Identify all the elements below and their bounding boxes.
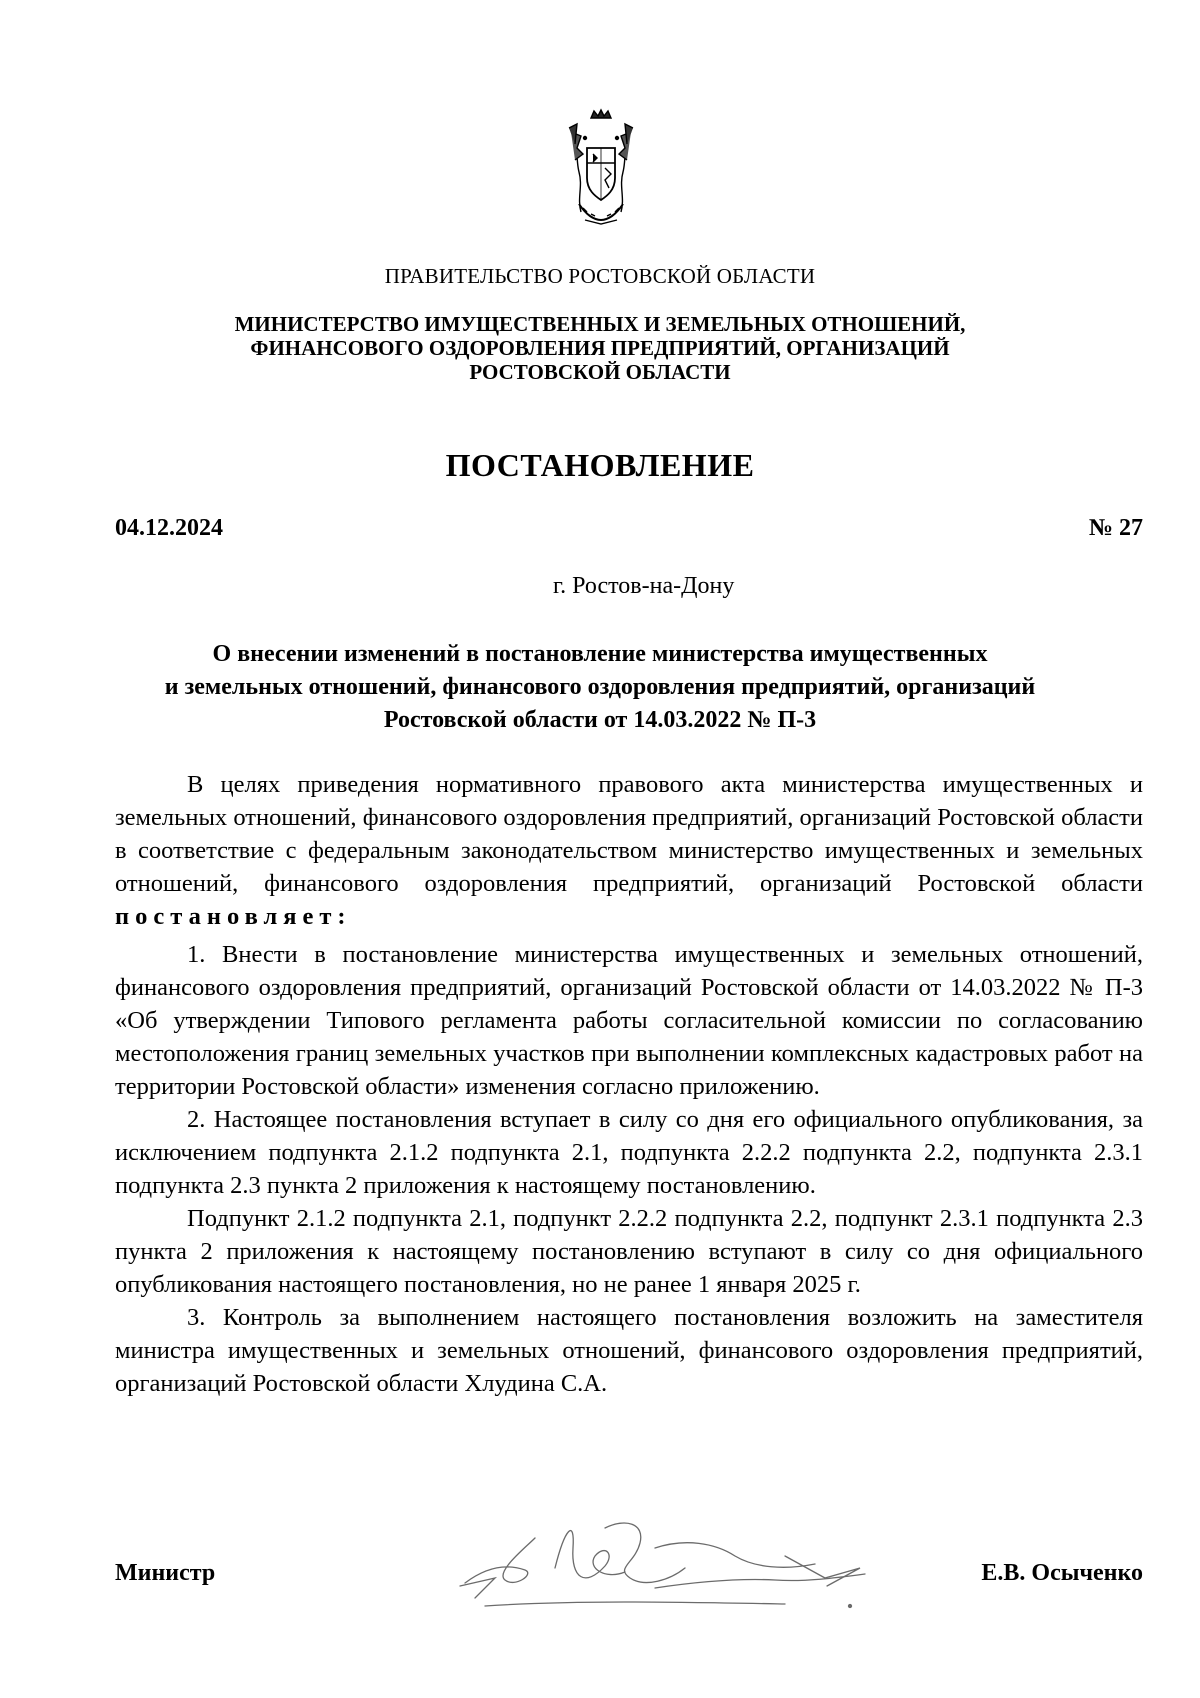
document-body xyxy=(115,938,1143,1400)
body-paragraph-2: 2. Настоящее постановления вступает в силу со дня его официального опубликования, за исключением подпункта 2.1.2 подпункта 2.1, подпункта 2.2.2 подпункта 2.2, подпункта 2.3.1 подпункта 2.3 пункта 2 приложения к настоящему постановлению. xyxy=(115,1106,1143,1199)
document-date: 04.12.2024 xyxy=(115,515,223,541)
document-title-line: и земельных отношений, финансового оздоровления предприятий, организаций xyxy=(164,674,1036,700)
document-title-line: О внесении изменений в постановление министерства имущественных xyxy=(212,641,988,667)
handwritten-signature xyxy=(455,1508,935,1628)
document-city: г. Ростов-на-Дону xyxy=(553,573,735,599)
decree-word: постановляет: xyxy=(115,903,352,930)
ministry-name xyxy=(0,312,1200,384)
preamble-paragraph xyxy=(115,768,1143,933)
ministry-name-line: ФИНАНСОВОГО ОЗДОРОВЛЕНИЯ ПРЕДПРИЯТИЙ, ОРГАНИЗАЦИЙ xyxy=(250,336,950,360)
ministry-name-line: МИНИСТЕРСТВО ИМУЩЕСТВЕННЫХ И ЗЕМЕЛЬНЫХ ОТНОШЕНИЙ, xyxy=(234,312,966,336)
document-title xyxy=(0,638,1200,737)
preamble-text: В целях приведения нормативного правового акта министерства имущественных и земельных отношений, финансового оздоровления предприятий, организаций Ростовской области в соответствие с федеральным законодательством министерство имущественных и земельных отношений, финансового оздоровления предприятий, организаций Ростовской области xyxy=(115,771,1143,897)
body-paragraph-4: 3. Контроль за выполнением настоящего постановления возложить на заместителя министра имущественных и земельных отношений, финансового оздоровления предприятий, организаций Ростовской области Хлудина С.А. xyxy=(115,1304,1143,1397)
signatory-position: Министр xyxy=(115,1560,216,1586)
signatory-name: Е.В. Осыченко xyxy=(981,1560,1143,1586)
government-name: ПРАВИТЕЛЬСТВО РОСТОВСКОЙ ОБЛАСТИ xyxy=(384,264,816,288)
document-title-line: Ростовской области от 14.03.2022 № П-3 xyxy=(383,707,817,733)
coat-of-arms-emblem xyxy=(565,108,637,228)
body-paragraph-1: 1. Внести в постановление министерства имущественных и земельных отношений, финансового оздоровления предприятий, организаций Ростовской области от 14.03.2022 № П-3 «Об утверждении Типового регламента работы согласительной комиссии по согласованию местоположения границ земельных участков при выполнении комплексных кадастровых работ на территории Ростовской области» изменения согласно приложению. xyxy=(115,941,1143,1100)
document-type-heading: ПОСТАНОВЛЕНИЕ xyxy=(445,447,755,483)
document-number: № 27 xyxy=(1088,515,1143,541)
ministry-name-line: РОСТОВСКОЙ ОБЛАСТИ xyxy=(469,360,731,384)
body-paragraph-3: Подпункт 2.1.2 подпункта 2.1, подпункт 2.2.2 подпункта 2.2, подпункт 2.3.1 подпункта 2.3 пункта 2 приложения к настоящему постановлению вступают в силу со дня официального опубликования настоящего постановления, но не ранее 1 января 2025 г. xyxy=(115,1205,1143,1298)
